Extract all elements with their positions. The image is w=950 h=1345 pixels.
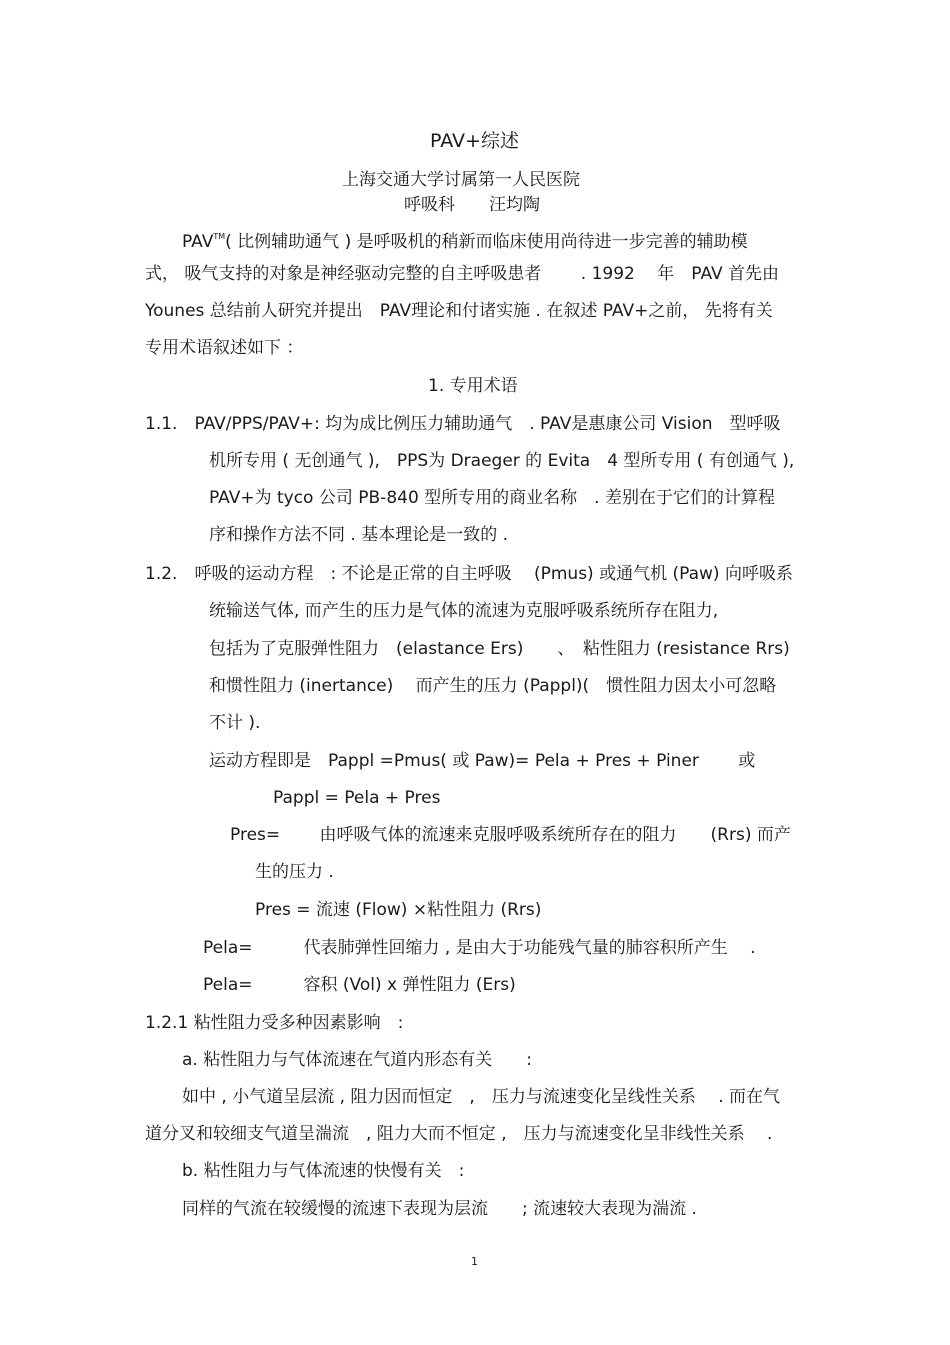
s12-line-4: 和惯性阻力 (inertance) 而产生的压力 (Pappl)( 惯性阻力因太小可忽略: [209, 676, 777, 696]
pres-definition: Pres= 由呼吸气体的流速来克服呼吸系统所存在的阻力 (Rrs) 而产: [230, 825, 791, 845]
pela-equation: Pela= 容积 (Vol) x 弹性阻力 (Ers): [203, 975, 516, 995]
equation-simplified: Pappl = Pela + Pres: [273, 788, 441, 808]
doc-author: 呼吸科 汪均陶: [404, 195, 540, 215]
pres-equation: Pres = 流速 (Flow) ×粘性阻力 (Rrs): [255, 900, 542, 920]
intro-line-1: [182, 226, 748, 253]
s12-line-3: 包括为了克服弹性阻力 (elastance Ers) 、 粘性阻力 (resistance Rrs): [209, 639, 790, 659]
pres-definition-cont: 生的压力 .: [255, 862, 334, 882]
s121-heading: 1.2.1 粘性阻力受多种因素影响 :: [145, 1013, 404, 1033]
s12-line-1: 1.2. 呼吸的运动方程 : 不论是正常的自主呼吸 (Pmus) 或通气机 (Paw) 向呼吸系: [145, 564, 793, 584]
doc-affiliation: 上海交通大学讨属第一人民医院: [342, 170, 580, 190]
intro-line-2: 式， 吸气支持的对象是神经驱动完整的自主呼吸患者 . 1992 年 PAV 首先由: [145, 264, 780, 284]
s121-a-line-2: 道分叉和较细支气道呈湍流 , 阻力大而不恒定 , 压力与流速变化呈非线性关系 .: [145, 1124, 773, 1144]
s121-item-b: b. 粘性阻力与气体流速的快慢有关 :: [182, 1161, 465, 1181]
s121-item-a: a. 粘性阻力与气体流速在气道内形态有关 :: [182, 1050, 532, 1070]
s12-line-2: 统输送气体, 而产生的压力是气体的流速为克服呼吸系统所存在阻力,: [209, 601, 719, 621]
page-number: 1: [471, 1255, 478, 1268]
s121-a-line-1: 如中 , 小气道呈层流 , 阻力因而恒定 , 压力与流速变化呈线性关系 . 而在气: [182, 1087, 781, 1107]
intro-line-4: 专用术语叙述如下 ：: [145, 338, 304, 358]
section-heading-1: 1. 专用术语: [428, 376, 518, 396]
trademark-sup: TM: [213, 232, 226, 241]
equation-of-motion: 运动方程即是 Pappl =Pmus( 或 Paw)= Pela + Pres + Piner 或: [209, 751, 756, 771]
s121-b-line-1: 同样的气流在较缓慢的流速下表现为层流 ; 流速较大表现为湍流 .: [182, 1199, 697, 1219]
s11-line-2: 机所专用 ( 无创通气 ), PPS为 Draeger 的 Evita 4 型所专用 ( 有创通气 ),: [209, 451, 795, 471]
intro-line-3: Younes 总结前人研究并提出 PAV理论和付诸实施 . 在叙述 PAV+之前， 先将有关: [145, 301, 773, 321]
s11-line-4: 序和操作方法不同 . 基本理论是一致的 .: [209, 525, 509, 545]
doc-title: PAV+综述: [430, 130, 519, 152]
intro-line-1-text: ( 比例辅助通气 ) 是呼吸机的稍新而临床使用尚待进一步完善的辅助模: [225, 232, 748, 252]
intro-pav: PAV: [182, 232, 214, 252]
s11-line-1: 1.1. PAV/PPS/PAV+: 均为成比例压力辅助通气 . PAV是惠康公司 Vision 型呼吸: [145, 414, 781, 434]
pela-definition: Pela= 代表肺弹性回缩力 , 是由大于功能残气量的肺容积所产生 .: [203, 938, 756, 958]
s11-line-3: PAV+为 tyco 公司 PB-840 型所专用的商业名称 . 差别在于它们的计算程: [209, 488, 775, 508]
s12-line-5: 不计 ).: [209, 713, 261, 733]
